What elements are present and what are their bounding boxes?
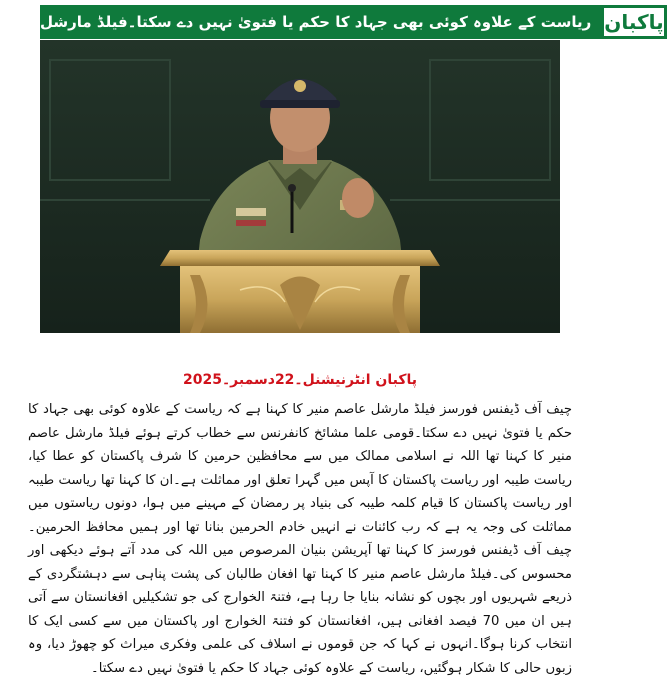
dateline: پاکبان انٹرنیشنل۔22دسمبر۔2025 xyxy=(183,372,417,388)
article-paragraph: چیف آف ڈیفنس فورسز فیلڈ مارشل عاصم منیر کا کہنا ہے کہ ریاست کے علاوہ کوئی بھی جہاد کا حکم یا فتویٰ نہیں دے سکتا۔قومی علما مشائخ کانفرنس سے خطاب کرتے ہوئے فیلڈ مارشل عاصم منیر کا کہنا تھا اللہ نے اسلامی ممالک میں سے محافظین حرمین کا شرف پاکستان کو عطا کیا، ریاست طیبہ اور ریاست پاکستان کا آپس میں گہرا تعلق اور مماثلت ہے۔ان کا کہنا تھا ریاست طیبہ اور ریاست پاکستان کا قیام کلمہ طیبہ کی بنیاد پر رمضان کے مہینے میں ہوا، دونوں ریاستوں میں مماثلت کی وجہ یہ ہے کہ رب کائنات نے انہیں خادم الحرمین بنانا تھا اور ہمیں محافظ الحرمین۔ چیف آف ڈیفنس فورسز کا کہنا تھا آپریشن بنیان المرصوص میں اللہ کی مدد آتے ہوئے دیکھی اور محسوس کی۔فیلڈ مارشل عاصم منیر کا کہنا تھا افغان طالبان کی پشت پناہی سے دہشتگردی کے ذریعے شہریوں اور بچوں کو نشانہ بنایا جا رہا ہے، فتنۃ الخوارج کی جو تشکیلیں افغانستان سے آتی ہیں ان میں 70 فیصد افغانی ہیں، افغانستان کو فتنۃ الخوارج اور پاکستان میں سے کسی ایک کا انتخاب کرنا ہوگا۔انہوں نے کہا کہ جن قوموں نے اسلاف کی علمی وفکری میراث کو چھوڑ دیا، وہ زبوں حالی کا شکار ہوگئیں، ریاست کے علاوہ کوئی جہاد کا حکم یا فتویٰ نہیں دے سکتا۔ xyxy=(28,402,572,676)
article-body xyxy=(28,398,572,680)
speaker-photo-icon xyxy=(40,40,560,333)
header-bar xyxy=(40,5,664,39)
speaker-photo xyxy=(40,40,560,333)
headline: ریاست کے علاوہ کوئی بھی جہاد کا حکم یا فتویٰ نہیں دے سکتا۔فیلڈ مارشل xyxy=(40,5,601,39)
brand-logo[interactable]: پاکبان xyxy=(601,5,666,39)
